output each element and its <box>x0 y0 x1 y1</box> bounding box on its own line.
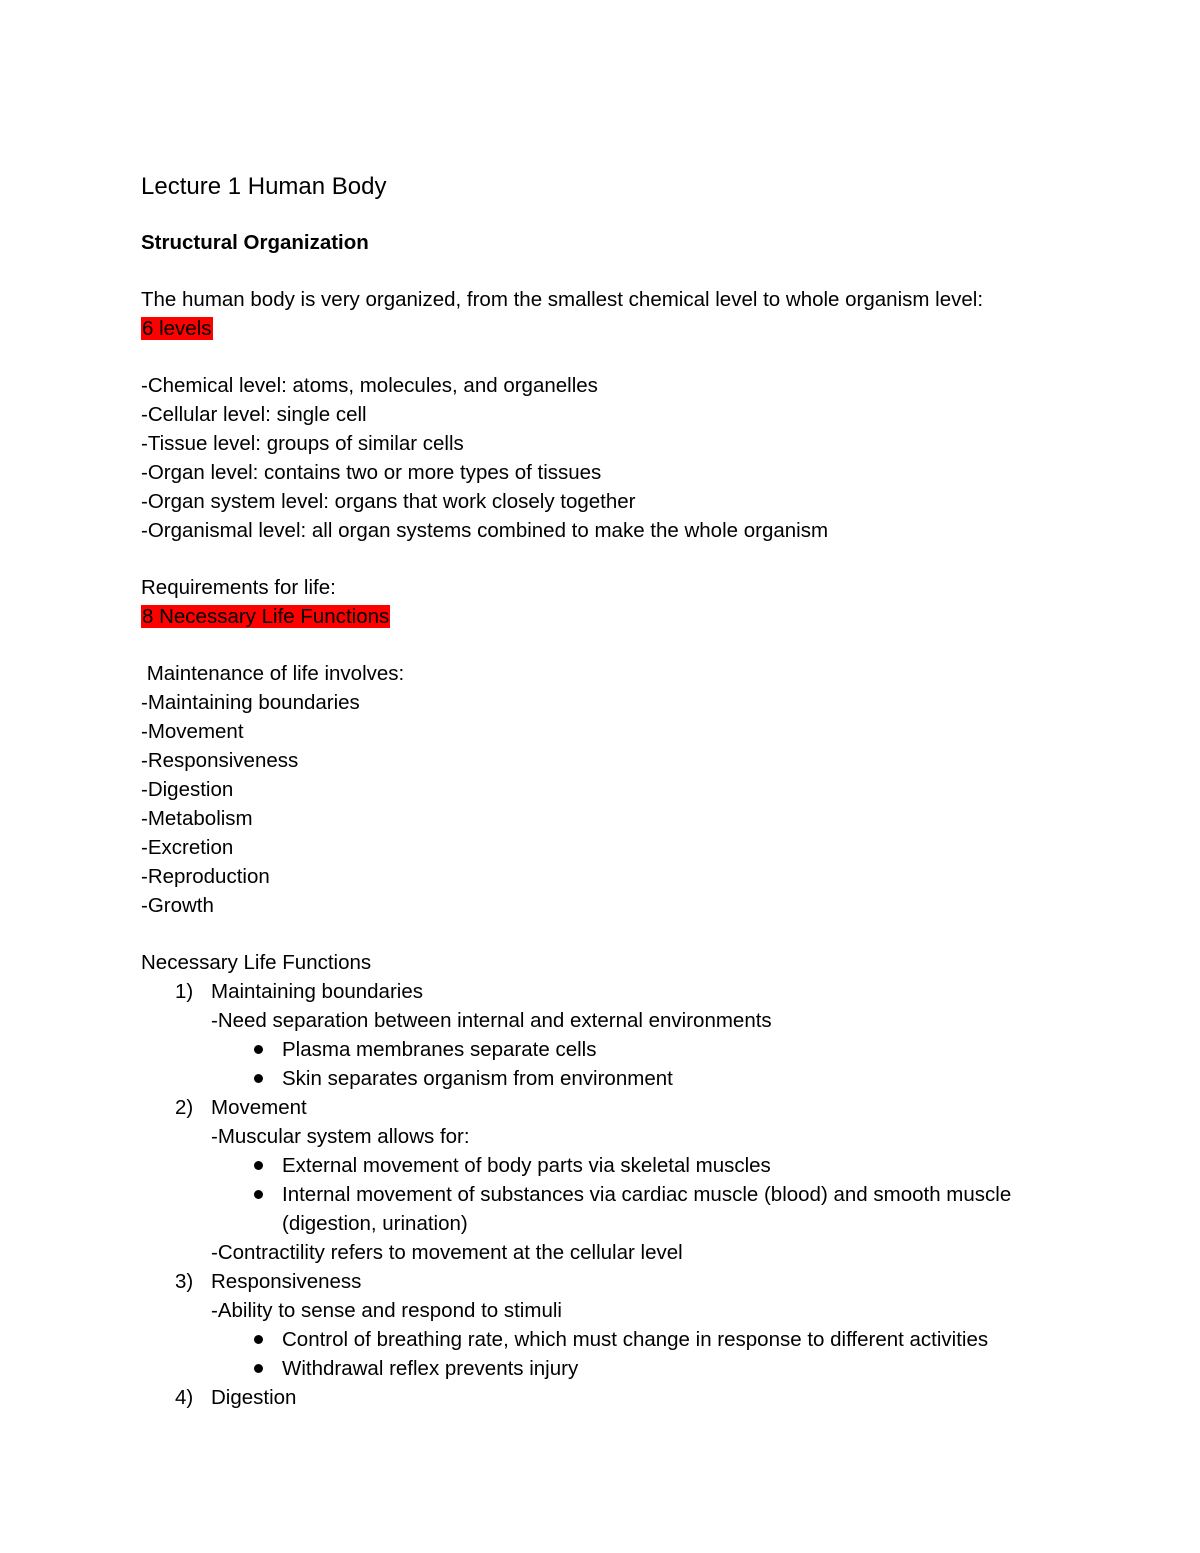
maintenance-item: -Maintaining boundaries <box>141 691 360 714</box>
nlf-heading: Necessary Life Functions <box>141 951 372 974</box>
level-item: -Cellular level: single cell <box>141 403 367 426</box>
bullet-item <box>141 1064 1081 1093</box>
numbered-item <box>141 1383 1081 1412</box>
bullet-icon <box>254 1074 263 1083</box>
item-title: Digestion <box>211 1386 297 1409</box>
level-item: -Tissue level: groups of similar cells <box>141 432 464 455</box>
maintenance-item: -Metabolism <box>141 807 253 830</box>
item-subtext: -Ability to sense and respond to stimuli <box>211 1299 562 1322</box>
requirements-label: Requirements for life: <box>141 576 336 599</box>
document-title: Lecture 1 Human Body <box>141 173 387 200</box>
numbered-item <box>141 1267 1081 1296</box>
bullet-icon <box>254 1190 263 1199</box>
item-title: Responsiveness <box>211 1270 362 1293</box>
bullet-item <box>141 1354 1081 1383</box>
spacer <box>141 631 1081 659</box>
bullet-item <box>141 1180 1081 1238</box>
maintenance-item: -Responsiveness <box>141 749 299 772</box>
bullet-item <box>141 1035 1081 1064</box>
spacer <box>141 545 1081 573</box>
bullet-icon <box>254 1045 263 1054</box>
item-number: 1) <box>175 980 194 1003</box>
document-content <box>141 170 1081 1412</box>
bullet-text: Plasma membranes separate cells <box>282 1038 597 1061</box>
bullet-text: Withdrawal reflex prevents injury <box>282 1357 579 1380</box>
bullet-text: Skin separates organism from environment <box>282 1067 673 1090</box>
level-item: -Organ level: contains two or more types of tissues <box>141 461 602 484</box>
item-number: 4) <box>175 1386 194 1409</box>
item-number: 2) <box>175 1096 194 1119</box>
item-subtext: -Need separation between internal and external environments <box>211 1009 772 1032</box>
bullet-item <box>141 1325 1081 1354</box>
bullet-item <box>141 1151 1081 1180</box>
bullet-text: Control of breathing rate, which must change in response to different activities <box>282 1328 989 1351</box>
maintenance-item: -Reproduction <box>141 865 270 888</box>
levels-highlight: 6 levels <box>142 317 212 340</box>
numbered-item <box>141 1093 1081 1122</box>
level-item: -Organ system level: organs that work closely together <box>141 490 636 513</box>
item-subtext: -Contractility refers to movement at the cellular level <box>211 1241 683 1264</box>
maintenance-item: -Movement <box>141 720 244 743</box>
item-title: Movement <box>211 1096 307 1119</box>
maintenance-item: -Growth <box>141 894 214 917</box>
item-subtext: -Muscular system allows for: <box>211 1125 470 1148</box>
maintenance-item: -Excretion <box>141 836 234 859</box>
bullet-text: External movement of body parts via skeletal muscles <box>282 1154 771 1177</box>
numbered-item <box>141 977 1081 1006</box>
maintenance-item: -Digestion <box>141 778 234 801</box>
spacer <box>141 257 1081 285</box>
maintenance-label: Maintenance of life involves: <box>141 662 405 685</box>
level-item: -Organismal level: all organ systems combined to make the whole organism <box>141 519 829 542</box>
section-heading: Structural Organization <box>141 231 369 254</box>
bullet-icon <box>254 1161 263 1170</box>
level-item: -Chemical level: atoms, molecules, and organelles <box>141 374 598 397</box>
intro-text: The human body is very organized, from the smallest chemical level to whole organism level: <box>141 288 984 311</box>
spacer <box>141 920 1081 948</box>
item-title: Maintaining boundaries <box>211 980 423 1003</box>
bullet-icon <box>254 1364 263 1373</box>
functions-highlight: 8 Necessary Life Functions <box>142 605 390 628</box>
item-number: 3) <box>175 1270 194 1293</box>
bullet-icon <box>254 1335 263 1344</box>
spacer <box>141 343 1081 371</box>
bullet-text: Internal movement of substances via cardiac muscle (blood) and smooth muscle (digestion, urination) <box>282 1183 1012 1235</box>
